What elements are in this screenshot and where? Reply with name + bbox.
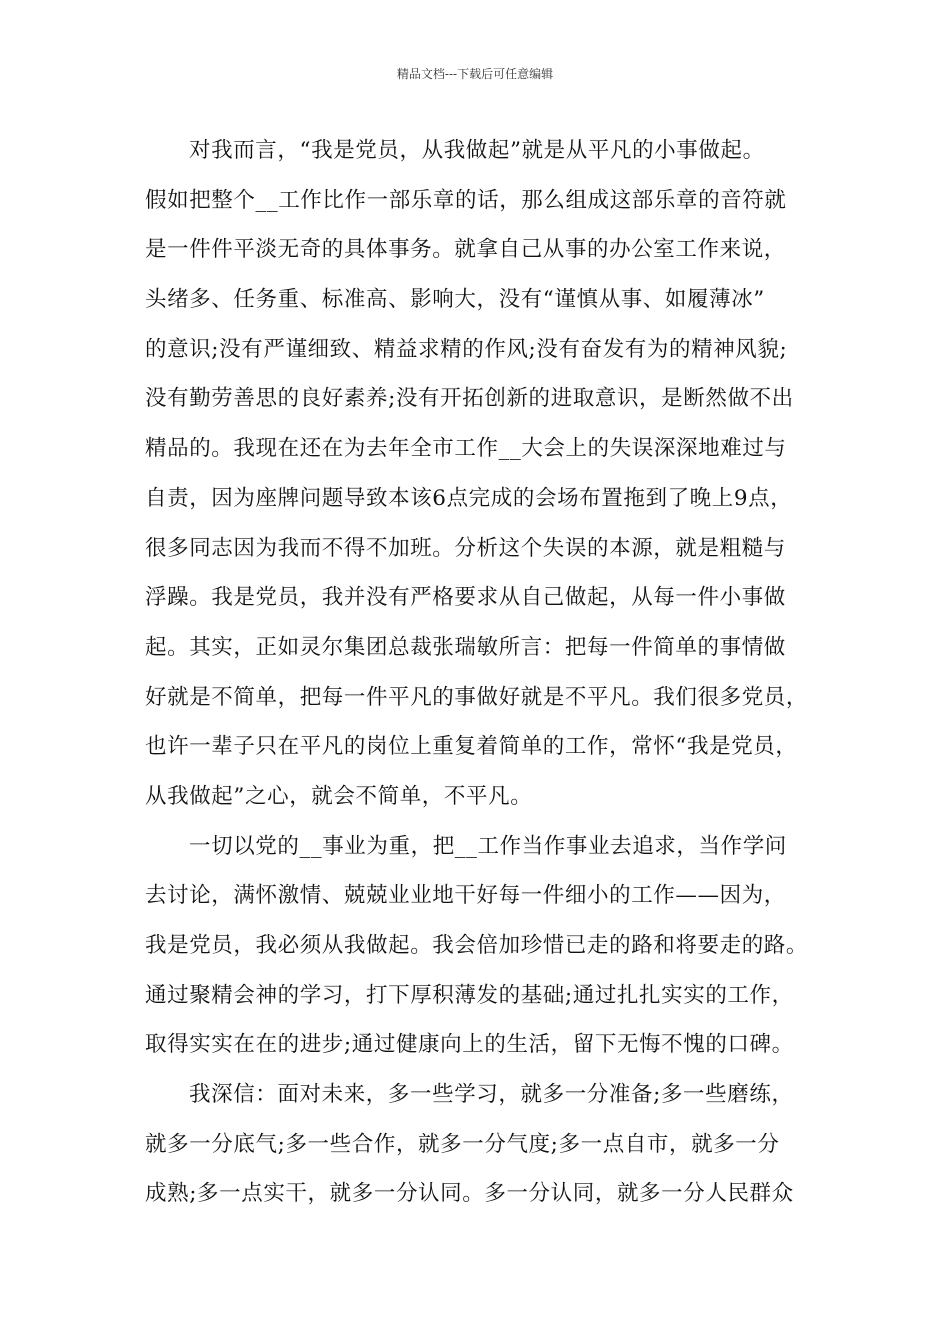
- paragraph-1: [145, 126, 825, 822]
- text-line: 去讨论，满怀激情、兢兢业业地干好每一件细小的工作——因为，: [145, 883, 786, 909]
- text-line: 也许一辈子只在平凡的岗位上重复着简单的工作，常怀“我是党员，: [145, 734, 798, 760]
- text-line: 就多一分底气;多一些合作，就多一分气度;多一点自市，就多一分: [145, 1131, 780, 1157]
- document-body: [145, 126, 825, 1219]
- text-line: 取得实实在在的进步;通过健康向上的生活，留下无悔不愧的口碑。: [145, 1032, 794, 1058]
- text-line: 很多同志因为我而不得不加班。分析这个失误的本源，就是粗糙与: [145, 535, 786, 561]
- text-line: 自责，因为座牌问题导致本该6点完成的会场布置拖到了晚上9点，: [145, 485, 793, 511]
- paragraph-3: [145, 1070, 825, 1219]
- text-line: 好就是不简单，把每一件平凡的事做好就是不平凡。我们很多党员，: [145, 684, 809, 710]
- text-line: 我是党员，我必须从我做起。我会倍加珍惜已走的路和将要走的路。: [145, 933, 809, 958]
- text-line: 浮躁。我是党员，我并没有严格要求从自己做起，从每一件小事做: [145, 585, 786, 611]
- text-line: 起。其实，正如灵尔集团总裁张瑞敏所言：把每一件简单的事情做: [145, 634, 786, 660]
- text-line: 通过聚精会神的学习，打下厚积薄发的基础;通过扎扎实实的工作，: [145, 982, 794, 1008]
- paragraph-2: [145, 822, 825, 1070]
- text-line: 成熟;多一点实干，就多一分认同。多一分认同，就多一分人民群众: [145, 1181, 794, 1207]
- text-line: 我深信：面对未来，多一些学习，就多一分准备;多一些磨练，: [189, 1082, 794, 1108]
- text-line: 是一件件平淡无奇的具体事务。就拿自己从事的办公室工作来说，: [145, 237, 786, 263]
- text-line: 对我而言，“我是党员，从我做起”就是从平凡的小事做起。: [189, 138, 765, 163]
- text-line: 头绪多、任务重、标准高、影响大，没有“谨慎从事、如履薄冰”: [145, 287, 765, 313]
- text-line: 精品的。我现在还在为去年全市工作__大会上的失误深深地难过与: [145, 436, 787, 462]
- text-line: 假如把整个__工作比作一部乐章的话，那么组成这部乐章的音符就: [145, 187, 787, 213]
- text-line: 没有勤劳善思的良好素养;没有开拓创新的进取意识，是断然做不出: [145, 386, 794, 412]
- text-line: 一切以党的__事业为重，把__工作当作事业去追求，当作学问: [189, 833, 787, 859]
- text-line: 的意识;没有严谨细致、精益求精的作风;没有奋发有为的精神风貌;: [145, 336, 788, 362]
- text-line: 从我做起”之心，就会不简单，不平凡。: [145, 783, 533, 809]
- page-header: 精品文档---下载后可任意编辑: [396, 67, 554, 81]
